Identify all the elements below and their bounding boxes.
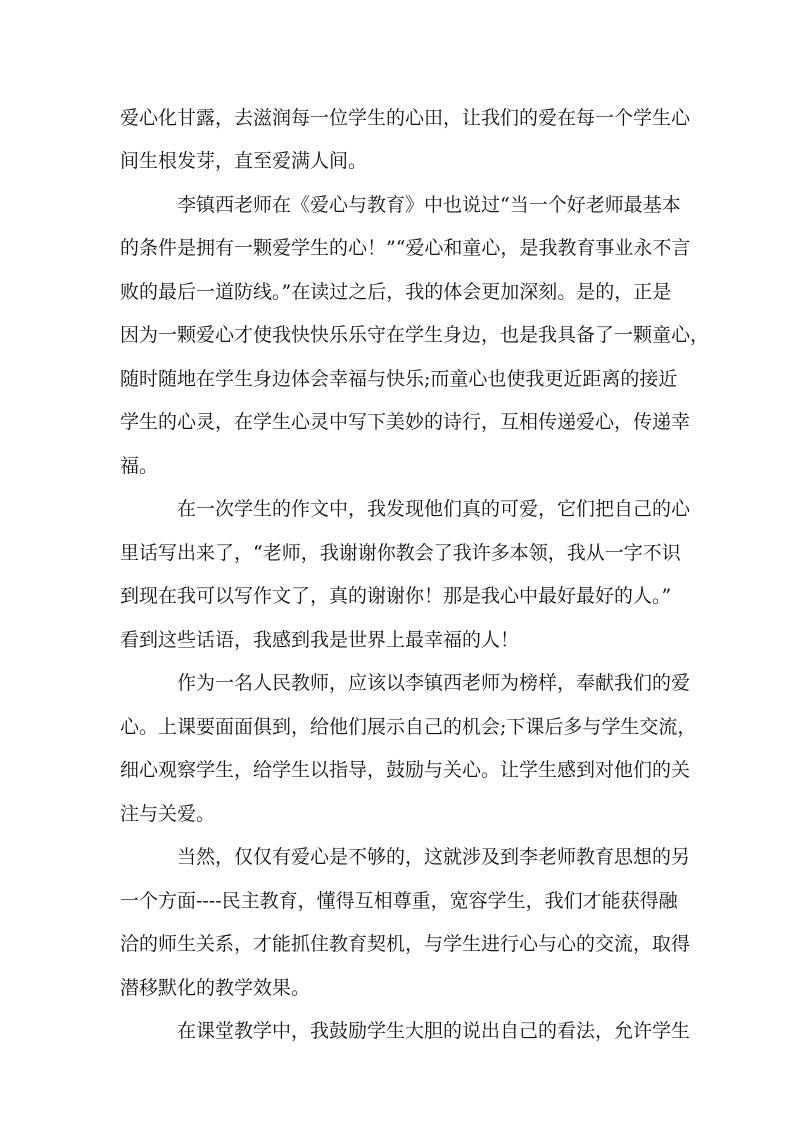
text-line: 因为一颗爱心才使我快快乐乐守在学生身边，也是我具备了一颗童心， bbox=[120, 324, 710, 346]
text-line: 的条件是拥有一颗爱学生的心！”“爱心和童心，是我教育事业永不言 bbox=[120, 237, 691, 259]
text-line: 注与关爱。 bbox=[120, 803, 216, 825]
text-line: 洽的师生关系，才能抓住教育契机，与学生进行心与心的交流，取得 bbox=[120, 933, 691, 955]
text-line: 学生的心灵，在学生心灵中写下美妙的诗行，互相传递爱心，传递幸 bbox=[120, 411, 691, 433]
text-line: 败的最后一道防线。”在读过之后，我的体会更加深刻。是的，正是 bbox=[120, 281, 672, 303]
text-line: 随时随地在学生身边体会幸福与快乐;而童心也使我更近距离的接近 bbox=[120, 368, 678, 390]
text-line: 李镇西老师在《爱心与教育》中也说过“当一个好老师最基本 bbox=[177, 194, 681, 216]
text-line: 作为一名人民教师，应该以李镇西老师为榜样，奉献我们的爱 bbox=[177, 672, 691, 694]
text-line: 爱心化甘露，去滋润每一位学生的心田，让我们的爱在每一个学生心 bbox=[120, 107, 691, 129]
text-line: 福。 bbox=[120, 455, 159, 477]
text-line: 潜移默化的教学效果。 bbox=[120, 977, 311, 999]
text-line: 看到这些话语，我感到我是世界上最幸福的人！ bbox=[120, 629, 520, 651]
text-line: 当然，仅仅有爱心是不够的，这就涉及到李老师教育思想的另 bbox=[177, 846, 691, 868]
text-line: 间生根发芽，直至爱满人间。 bbox=[120, 150, 368, 172]
text-line: 在课堂教学中，我鼓励学生大胆的说出自己的看法，允许学生 bbox=[177, 1020, 691, 1042]
text-line: 在一次学生的作文中，我发现他们真的可爱，它们把自己的心 bbox=[177, 498, 691, 520]
text-line: 心。上课要面面俱到，给他们展示自己的机会;下课后多与学生交流， bbox=[120, 716, 697, 738]
text-line: 细心观察学生，给学生以指导，鼓励与关心。让学生感到对他们的关 bbox=[120, 759, 691, 781]
text-line: 一个方面----民主教育，懂得互相尊重，宽容学生，我们才能获得融 bbox=[120, 890, 678, 912]
text-line: 里话写出来了，“老师，我谢谢你教会了我许多本领，我从一字不识 bbox=[120, 542, 681, 564]
text-line: 到现在我可以写作文了，真的谢谢你！那是我心中最好最好的人。” bbox=[120, 585, 672, 607]
